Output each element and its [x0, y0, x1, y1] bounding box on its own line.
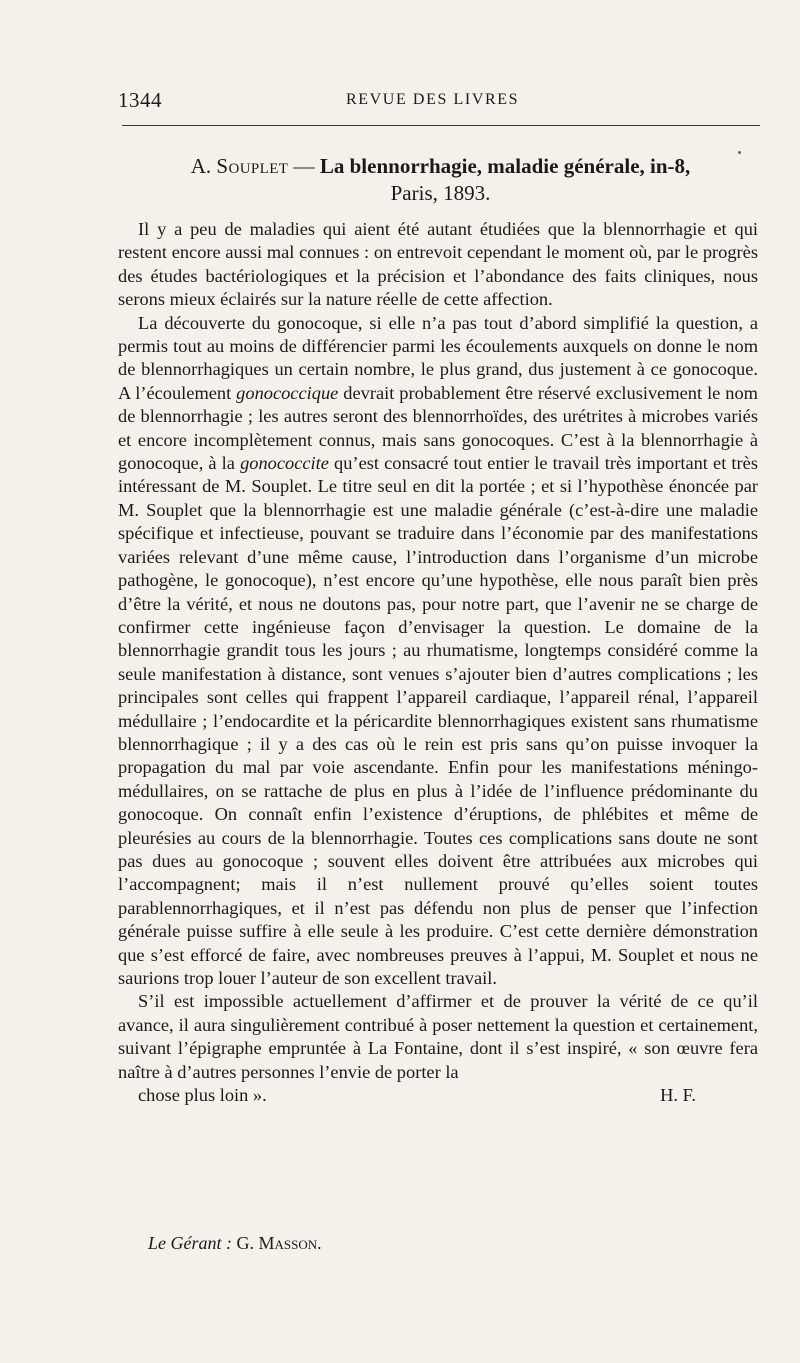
- paragraph-3-last-line: chose plus loin ».: [138, 1085, 267, 1106]
- gerant-name: G. Masson.: [236, 1233, 322, 1253]
- paragraph-2-part-a: La découverte du gonocoque, si elle n’a pas tout d’abord simplifié la question, a permis tout au moins de différencier parmi les écoulements auxquels on donne le nom de blennorrhagiques un certain nombre, le plus grand, dus justement à ce gonocoque. A l’écoulement: [118, 312, 758, 403]
- gerant-label: Le Gérant :: [148, 1233, 232, 1253]
- paragraph-2-part-c: qu’est consacré tout entier le travail très important et très intéressant de M. Souplet. Le titre seul en dit la portée ; et si l’hypothèse énoncée par M. Souplet que la blennorrhagie est une maladie générale (c’est-à-dire une maladie spécifique et infectieuse, pouvant se traduire dans l’économie par des manifestations variées relevant d’une même cause, l’introduction dans l’organisme d’un microbe pathogène, le gonocoque), n’est encore qu’une hypothèse, elle nous paraît bien près d’être la vérité, et nous ne doutons pas, pour notre part, que l’avenir ne se charge de confirmer cette ingénieuse façon d’envisager la question. Le domaine de la blennorrhagie grandit tous les jours ; au rhumatisme, longtemps considéré comme la seule manifestation à distance, sont venues s’ajouter bien d’autres complications ; les principales sont celles qui frappent l’appareil cardiaque, l’appareil rénal, l’appareil médullaire ; l’endocardite et la péricardite blennorrhagiques existent sans rhumatisme blennorrhagique ; il y a des cas où le rein est pris sans qu’on puisse invoquer la propagation du mal par voie ascendante. Enfin pour les manifestations méningo-médullaires, on se rattache de plus en plus à l’idée de l’influence prédominante du gonocoque. On connaît enfin l’existence d’éruptions, de phlébites et même de pleurésies au cours de la blennorrhagie. Toutes ces complications sans doute ne sont pas dues au gonocoque ; souvent elles doivent être attribuées aux microbes qui l’accompagnent; mais il n’est nullement prouvé qu’elles soient toutes parablennorrhagiques, et il n’est pas défendu non plus de penser que l’infection générale puisse suffire à elle seule à les produire. C’est cette dernière démonstration que s’est efforcé de faire, avec nombreuses preuves à l’appui, M. Souplet et nous ne saurions trop louer l’auteur de son excellent travail.: [118, 453, 758, 988]
- paragraph-2: [118, 312, 758, 991]
- page-number: 1344: [118, 88, 162, 112]
- publisher-line: [148, 1233, 322, 1254]
- reviewer-initials: H. F.: [660, 1085, 696, 1106]
- review-body: [118, 218, 758, 1107]
- paragraph-3: S’il est impossible actuellement d’affirmer et de prouver la vérité de ce qu’il avance, il aura singulièrement contribué à poser nettement la question et certainement, suivant l’épigraphe empruntée à La Fontaine, dont il s’est inspiré, « son œuvre fera naître à d’autres personnes l’envie de porter la: [118, 991, 758, 1082]
- header-rule: [122, 125, 760, 126]
- signature-line: [118, 1084, 758, 1107]
- author-name: Souplet: [216, 154, 289, 178]
- author-initial: A.: [190, 154, 212, 178]
- running-head: [118, 88, 760, 114]
- review-heading: [118, 153, 763, 207]
- paragraph-1: Il y a peu de maladies qui aient été autant étudiées que la blennorrhagie et qui restent encore aussi mal connues : on entrevoit cependant le moment où, par le progrès des études bactériologiques et la précision et l’abondance des faits cliniques, nous serons mieux éclairés sur la nature réelle de cette affection.: [118, 219, 758, 310]
- term-gonococcite: gonococcite: [240, 453, 329, 474]
- book-title: La blennorrhagie, maladie générale, in-8,: [319, 154, 691, 178]
- term-gonococcique: gonococcique: [236, 382, 339, 403]
- journal-title: REVUE DES LIVRES: [346, 91, 520, 108]
- paragraph-2-part-b: devrait probablement être réservé exclusivement le nom de blennorrhagie ; les autres seront des blennorrhoïdes, des urétrites à microbes variés et encore incomplètement connus, mais sans gonocoques. C’est à la blennorrhagie à gonocoque, à la: [118, 382, 758, 474]
- heading-dash: —: [288, 154, 320, 178]
- book-imprint: Paris, 1893.: [390, 181, 491, 205]
